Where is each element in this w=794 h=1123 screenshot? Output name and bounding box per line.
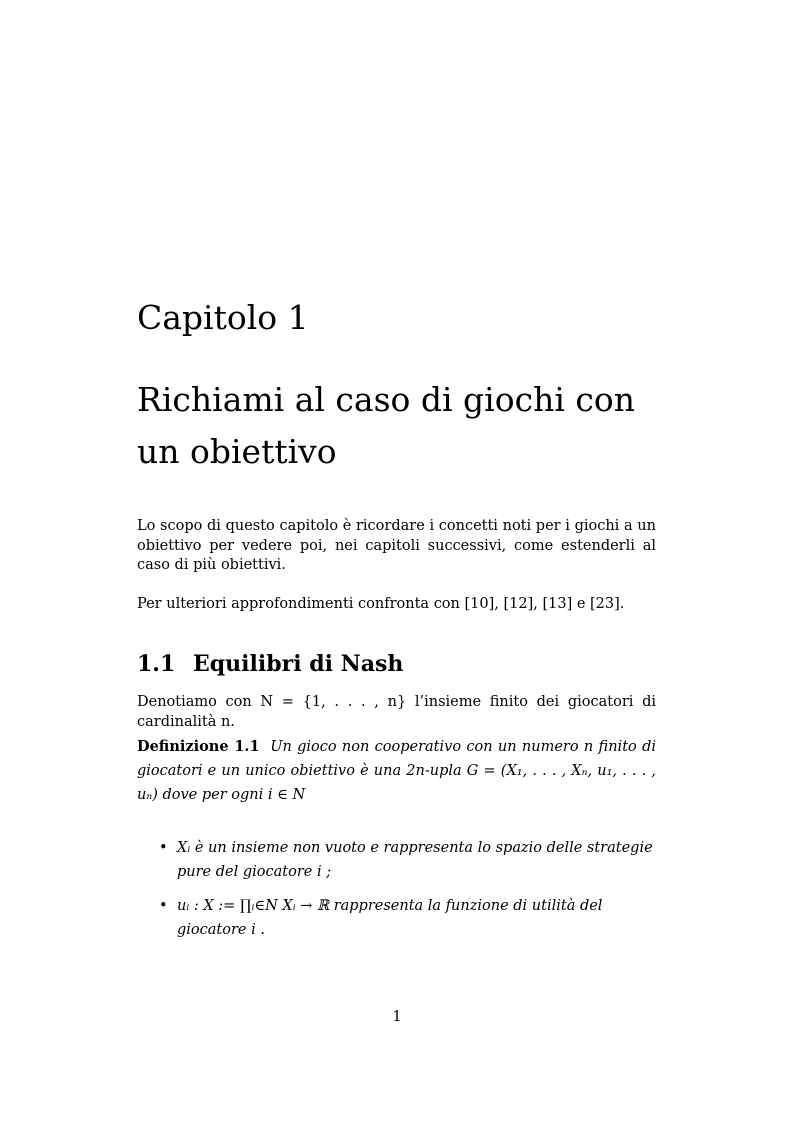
- list-item: [137, 836, 656, 884]
- intro-paragraph: Lo scopo di questo capitolo è ricordare i concetti noti per i giochi a un obiettivo per vedere poi, nei capitoli successivi, come estenderli al caso di più obiettivi.: [137, 518, 656, 573]
- section-number: 1.1: [137, 651, 176, 677]
- definition-text: Un gioco non cooperativo con un numero n finito di giocatori e un unico obiettivo è una 2n-upla G = (X₁, . . . , Xₙ, u₁, . . . , uₙ) dove per ogni i ∈ N: [137, 739, 656, 803]
- section-heading: [137, 650, 403, 678]
- definition-block: [137, 735, 656, 807]
- list-item: [137, 894, 656, 942]
- definition-bullet-list: [137, 836, 656, 952]
- list-item-text: Xᵢ è un insieme non vuoto e rappresenta lo spazio delle strategie pure del giocatore i ;: [177, 840, 653, 880]
- chapter-label: Capitolo 1: [137, 298, 309, 337]
- definition-heading: Definizione 1.1: [137, 738, 260, 755]
- section-paragraph: Denotiamo con N = {1, . . . , n} l’insieme finito dei giocatori di cardinalità n.: [137, 694, 656, 730]
- bullet-icon: •: [159, 840, 168, 856]
- section-title: Equilibri di Nash: [193, 651, 404, 677]
- references-paragraph: Per ulteriori approfondimenti confronta con [10], [12], [13] e [23].: [137, 596, 625, 612]
- page-number: 1: [392, 1009, 402, 1025]
- list-item-text: uᵢ : X := ∏ᵢ∈N Xᵢ → ℝ rappresenta la funzione di utilità del giocatore i .: [177, 898, 603, 938]
- chapter-title: Richiami al caso di giochi con un obiettivo: [137, 380, 635, 471]
- bullet-icon: •: [159, 898, 168, 914]
